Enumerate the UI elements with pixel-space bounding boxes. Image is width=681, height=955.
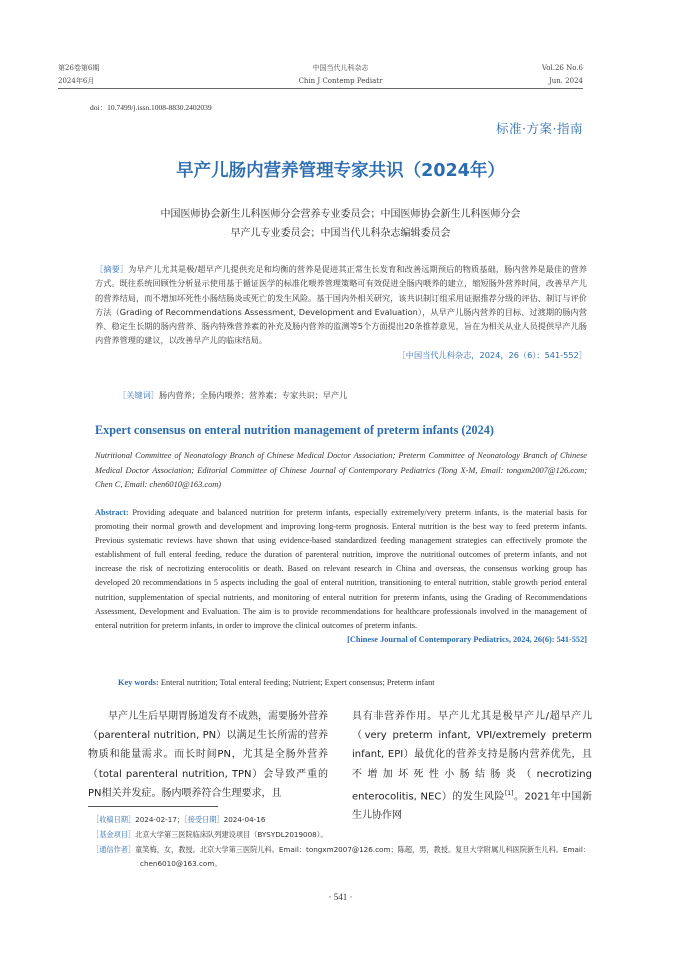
funding-label: ［基金项目］ <box>92 830 136 839</box>
accepted-label: ［接受日期］ <box>184 815 224 824</box>
header-right <box>542 62 583 88</box>
footnote-divider <box>88 806 218 807</box>
keywords-en-label: Key words: <box>118 678 159 687</box>
article-title-cn: 早产儿肠内营养管理专家共识（2024年） <box>176 161 505 181</box>
volume-issue: 第26卷第6期 <box>58 64 100 72</box>
keywords-cn-text: 肠内营养；全肠内喂养；营养素；专家共识；早产儿 <box>158 390 348 400</box>
authors-en: Nutritional Committee of Neonatology Branch of Chinese Medical Doctor Association; Preterm Committee of Neonatology Branch of Chinese Medical Doctor Association; Editorial Committee of Chinese Journal of Contemporary Pediatrics (Tong X-M, Email: tongxm2007@126.com; Chen C, Email: chen6010@163.com) <box>95 451 587 490</box>
body-column-right <box>352 707 592 826</box>
keywords-en <box>118 678 435 687</box>
accepted-date: 2024-04-16 <box>223 815 266 824</box>
correspondence-text: 童笑梅，女，教授。北京大学第三医院儿科。Email：tongxm2007@126.com；陈超，男，教授。复旦大学附属儿科医院新生儿科。Email：chen6010@163.com。 <box>135 845 591 868</box>
footnote-correspondence <box>92 843 630 870</box>
issue-date-en: Jun. 2024 <box>548 77 583 85</box>
correspondence-label: ［通信作者］ <box>92 845 136 854</box>
section-tag: 标准·方案·指南 <box>496 121 583 136</box>
funding-text: 北京大学第三医院临床队列建设项目（BYSYDL2019008）。 <box>135 830 328 839</box>
keywords-cn-label: ［关键词］ <box>118 390 159 400</box>
page-number: · 541 · <box>328 892 353 902</box>
footnote-funding <box>92 828 328 842</box>
doi[interactable]: doi：10.7499/j.issn.1008-8830.2402039 <box>90 103 212 112</box>
abstract-cn <box>95 262 587 362</box>
journal-name-en: Chin J Contemp Pediatr <box>298 77 383 85</box>
abstract-cn-text: 为早产儿尤其是极/超早产儿提供充足和均衡的营养是促进其正常生长发育和改善远期预后的物质基础，肠内营养是最佳的营养方式。既往系统回顾性分析显示使用基于循证医学的标准化喂养管理策略可有效促进全肠内喂养的建立，缩短肠外营养时间，改善早产儿的营养结局，而不增加坏死性小肠结肠炎或死亡的发生风险。基于国内外相关研究，该共识制订组采用证据推荐分级的评估、制订与评价方法（Grading of Recommendations Assessment, Development and Evaluation），从早产儿肠内营养的目标、过渡期的肠内营养、稳定生长期的肠内营养、肠内特殊营养素的补充及肠内营养的监测等5个方面提出20条推荐意见，旨在为相关从业人员提供早产儿肠内营养管理的建议，以改善早产儿的临床结局。 <box>95 264 587 346</box>
journal-name-cn: 中国当代儿科杂志 <box>312 64 369 72</box>
reference-mark[interactable]: [1] <box>504 789 514 797</box>
received-date: 2024-02-17； <box>135 815 185 824</box>
header-divider <box>58 88 583 89</box>
footnote-dates <box>92 813 265 827</box>
body-right-tail: 。2021年中国新生儿协作网 <box>352 791 592 822</box>
abstract-en-label: Abstract: <box>95 508 129 517</box>
received-label: ［收稿日期］ <box>92 815 136 824</box>
authors-cn <box>110 205 571 243</box>
body-right-text: 具有非营养作用。早产儿尤其是极早产儿/超早产儿（very preterm infant, VPI/extremely preterm infant, EPI）最优化的营养支持是肠内营养优先，且不增加坏死性小肠结肠炎（necrotizing enterocolitis, NEC）的发生风险 <box>352 711 592 803</box>
authors-cn-line2: 早产儿专业委员会；中国当代儿科杂志编辑委员会 <box>230 228 451 239</box>
abstract-en <box>95 506 587 647</box>
keywords-en-text: Enteral nutrition; Total enteral feeding; Nutrient; Expert consensus; Preterm infant <box>160 678 435 687</box>
authors-cn-line1: 中国医师协会新生儿科医师分会营养专业委员会；中国医师协会新生儿科医师分会 <box>160 209 521 220</box>
abstract-en-text: Providing adequate and balanced nutrition for preterm infants, especially extremely/very preterm infants, is the material basis for promoting their normal growth and development and improving long-term prognosis. Enteral nutrition is the best way to feed preterm infants. Previous systematic reviews have shown that using evidence-based standardized feeding management strategies can effectively promote the establishment of full enteral feeding, reduce the duration of parenteral nutrition, improve the nutritional outcomes of preterm infants, and not increase the risk of necrotizing enterocolitis or death. Based on relevant research in China and overseas, the consensus working group has developed 20 recommendations in 5 aspects including the goal of enteral nutrition, transitioning to enteral nutrition, stable growth period enteral nutrition, supplementation of special nutrients, and monitoring of enteral nutrition for preterm infants, using the Grading of Recommendations Assessment, Development and Evaluation. The aim is to provide recommendations for healthcare professionals involved in the management of enteral nutrition for preterm infants, in order to improve the clinical outcomes of preterm infants. <box>95 508 588 630</box>
body-column-left: 早产儿生后早期胃肠道发育不成熟，需要肠外营养（parenteral nutrition, PN）以满足生长所需的营养物质和能量需求。而长时间PN，尤其是全肠外营养（total parenteral nutrition, TPN）会导致严重的PN相关并发症。肠内喂养符合生理要求，且 <box>88 711 328 799</box>
issue-date: 2024年6月 <box>58 77 95 85</box>
citation-cn: ［中国当代儿科杂志，2024，26（6）：541-552］ <box>397 349 587 360</box>
article-title-en: Expert consensus on enteral nutrition management of preterm infants (2024) <box>95 423 494 437</box>
volume-issue-en: Vol.26 No.6 <box>541 64 583 72</box>
abstract-cn-label: ［摘要］ <box>95 264 129 274</box>
keywords-cn <box>118 390 347 401</box>
citation-en: [Chinese Journal of Contemporary Pediatrics, 2024, 26(6): 541-552] <box>347 634 587 644</box>
